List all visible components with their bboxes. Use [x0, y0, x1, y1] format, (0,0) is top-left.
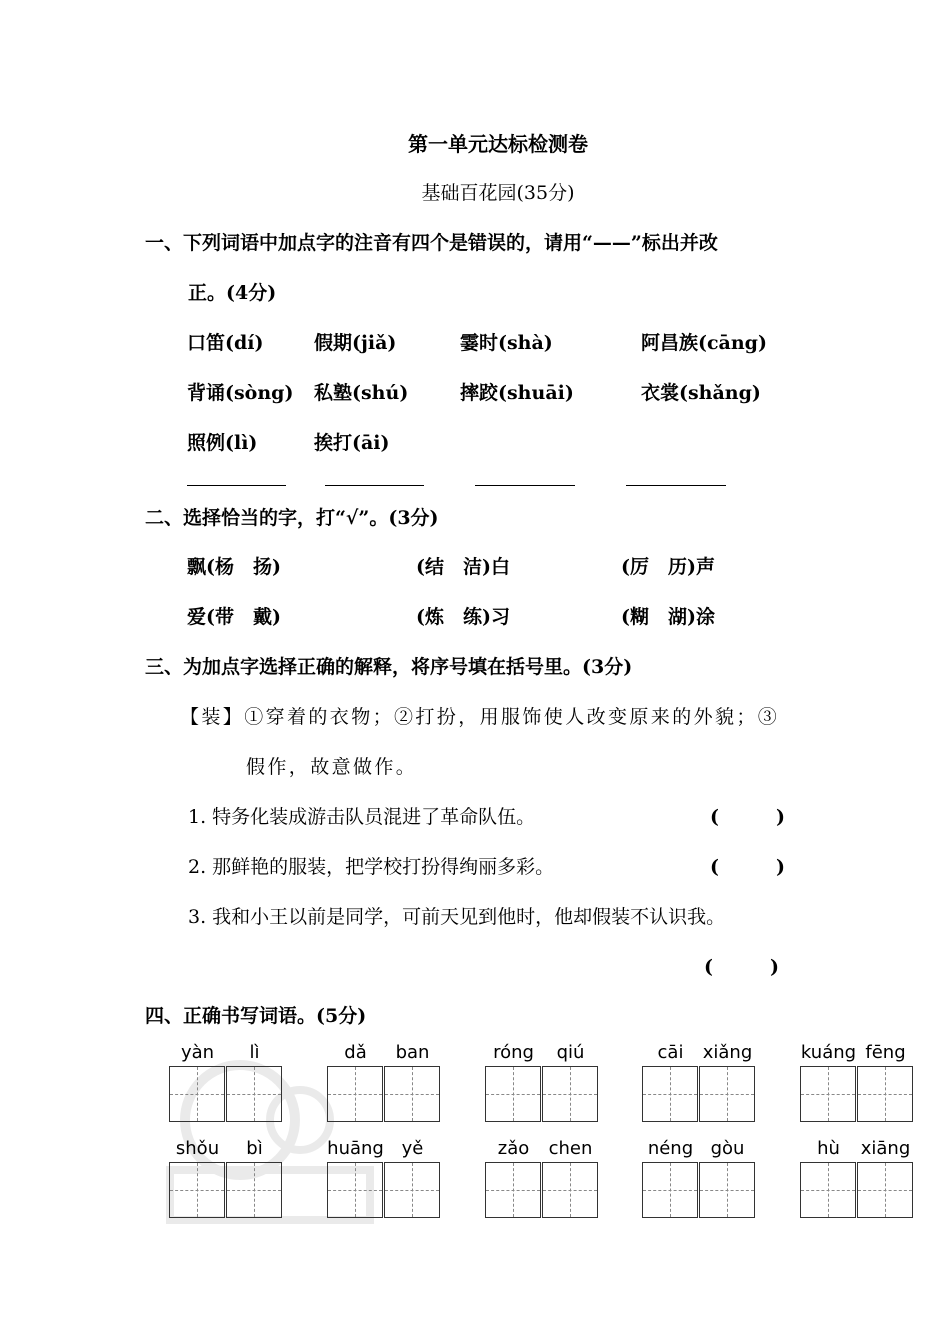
q2-heading: 二、选择恰当的字，打“√”。(3分) — [145, 507, 439, 529]
pinyin-label: xiǎng — [702, 1042, 753, 1063]
pinyin-label: dǎ — [344, 1042, 367, 1063]
tian-zi-ge-cell[interactable] — [699, 1066, 755, 1122]
q2-choice[interactable]: (厉 历)声 — [621, 556, 715, 578]
tian-zi-ge-cell[interactable] — [699, 1162, 755, 1218]
answer-paren[interactable]: ( ) — [704, 956, 779, 978]
q3-heading: 三、为加点字选择正确的解释，将序号填在括号里。(3分) — [145, 656, 633, 678]
answer-paren[interactable]: ( ) — [710, 806, 785, 828]
tian-zi-ge-cell[interactable] — [169, 1162, 225, 1218]
tian-zi-ge-cell[interactable] — [384, 1162, 440, 1218]
pinyin-label: hù — [817, 1138, 840, 1159]
answer-paren[interactable]: ( ) — [710, 856, 785, 878]
pinyin-label: lì — [249, 1042, 260, 1063]
pinyin-label: huāng — [327, 1138, 384, 1159]
tian-zi-ge-cell[interactable] — [642, 1066, 698, 1122]
q1-word: 口笛(dí) — [187, 332, 264, 354]
tian-zi-ge-cell[interactable] — [226, 1162, 282, 1218]
pinyin-label: chen — [548, 1138, 593, 1159]
pinyin-label: zǎo — [497, 1138, 530, 1159]
q2-choice[interactable]: 飘(杨 扬) — [187, 556, 281, 578]
pinyin-label: ban — [395, 1042, 430, 1063]
q1-word: 阿昌族(cāng) — [641, 332, 767, 354]
tian-zi-ge-cell[interactable] — [485, 1162, 541, 1218]
q2-choice[interactable]: (结 洁)白 — [416, 556, 510, 578]
q1-word: 假期(jiǎ) — [314, 332, 397, 354]
tian-zi-ge-cell[interactable] — [327, 1066, 383, 1122]
pinyin-label: yě — [401, 1138, 424, 1159]
q2-choice[interactable]: (糊 湖)涂 — [621, 606, 715, 628]
pinyin-label: róng — [493, 1042, 534, 1063]
tian-zi-ge-cell[interactable] — [642, 1162, 698, 1218]
tian-zi-ge-cell[interactable] — [226, 1066, 282, 1122]
tian-zi-ge-cell[interactable] — [485, 1066, 541, 1122]
tian-zi-ge-cell[interactable] — [857, 1162, 913, 1218]
q3-definition-line2: 假作，故意做作。 — [246, 756, 418, 778]
q1-heading-line2: 正。(4分) — [188, 282, 277, 304]
q1-heading-line1: 一、下列词语中加点字的注音有四个是错误的，请用“——”标出并改 — [145, 232, 718, 254]
q1-word: 衣裳(shǎng) — [641, 382, 761, 404]
page-title: 第一单元达标检测卷 — [408, 132, 588, 156]
tian-zi-ge-cell[interactable] — [327, 1162, 383, 1218]
answer-blank[interactable] — [626, 485, 726, 486]
pinyin-label: kuáng — [800, 1042, 857, 1063]
section-subtitle: 基础百花园(35分) — [421, 182, 575, 204]
pinyin-label: shǒu — [175, 1138, 220, 1159]
tian-zi-ge-cell[interactable] — [542, 1066, 598, 1122]
tian-zi-ge-cell[interactable] — [384, 1066, 440, 1122]
q3-sentence: 1. 特务化装成游击队员混进了革命队伍。 — [188, 806, 536, 828]
q1-word: 挨打(āi) — [314, 432, 390, 454]
q2-choice[interactable]: 爱(带 戴) — [187, 606, 281, 628]
q1-word: 摔跤(shuāi) — [460, 382, 574, 404]
q1-word: 照例(lì) — [187, 432, 258, 454]
q1-word: 霎时(shà) — [460, 332, 553, 354]
q3-sentence: 2. 那鲜艳的服装，把学校打扮得绚丽多彩。 — [188, 856, 555, 878]
pinyin-label: yàn — [180, 1042, 215, 1063]
answer-blank[interactable] — [325, 485, 424, 486]
pinyin-label: xiāng — [860, 1138, 911, 1159]
tian-zi-ge-cell[interactable] — [800, 1162, 856, 1218]
tian-zi-ge-cell[interactable] — [857, 1066, 913, 1122]
pinyin-label: néng — [647, 1138, 694, 1159]
tian-zi-ge-cell[interactable] — [542, 1162, 598, 1218]
q3-definition-line1: 【装】①穿着的衣物；②打扮，用服饰使人改变原来的外貌；③ — [180, 706, 780, 728]
q1-word: 私塾(shú) — [314, 382, 409, 404]
pinyin-label: cāi — [657, 1042, 684, 1063]
q1-word: 背诵(sòng) — [187, 382, 294, 404]
tian-zi-ge-cell[interactable] — [169, 1066, 225, 1122]
pinyin-label: gòu — [710, 1138, 745, 1159]
answer-blank[interactable] — [187, 485, 286, 486]
pinyin-label: fēng — [865, 1042, 906, 1063]
q2-choice[interactable]: (炼 练)习 — [416, 606, 510, 628]
answer-blank[interactable] — [475, 485, 575, 486]
q4-heading: 四、正确书写词语。(5分) — [145, 1005, 367, 1027]
pinyin-label: bì — [246, 1138, 263, 1159]
pinyin-label: qiú — [556, 1042, 585, 1063]
q3-sentence: 3. 我和小王以前是同学，可前天见到他时，他却假装不认识我。 — [188, 906, 726, 928]
tian-zi-ge-cell[interactable] — [800, 1066, 856, 1122]
